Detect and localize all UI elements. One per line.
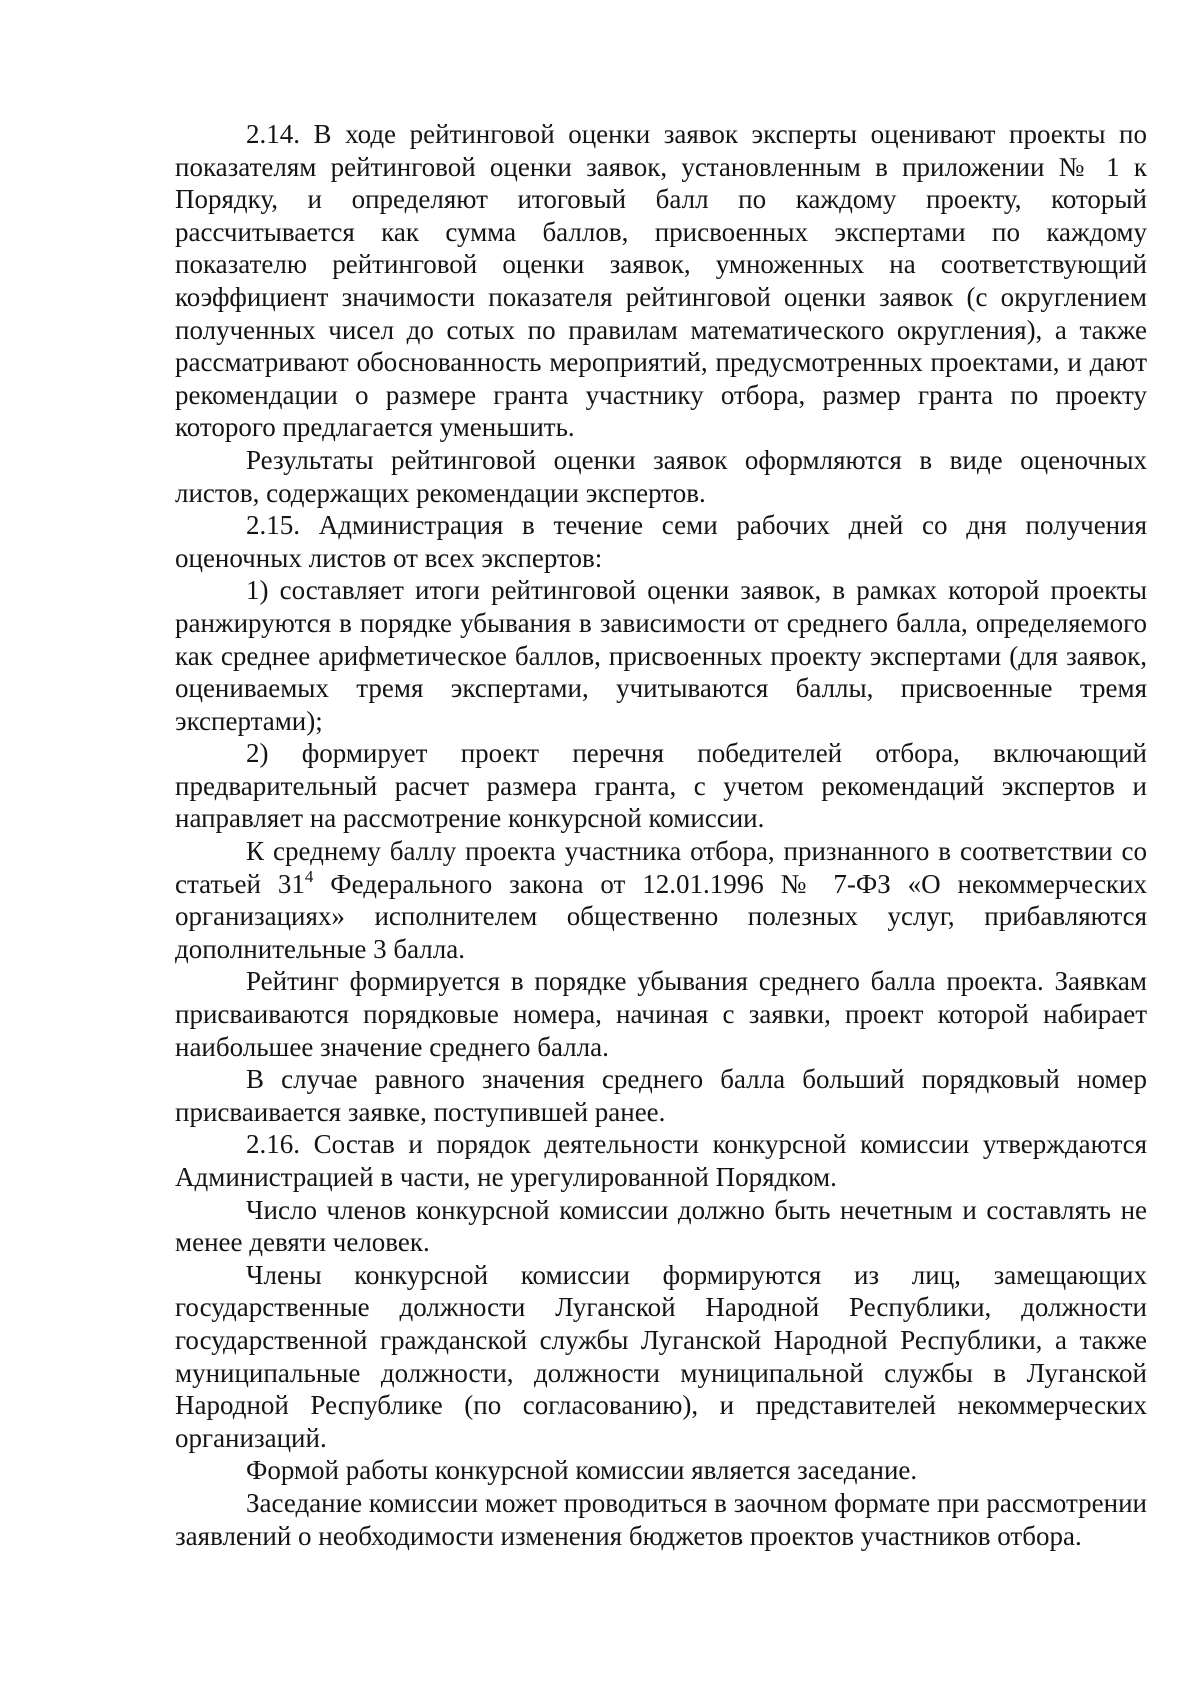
- paragraph-rating-results: Результаты рейтинговой оценки заявок оформляются в виде оценочных листов, содержащих рекомендации экспертов.: [175, 444, 1147, 508]
- article-superscript: 4: [304, 866, 314, 886]
- list-item-2: 2) формирует проект перечня победителей отбора, включающий предварительный расчет размера гранта, с учетом рекомендаций экспертов и направляет на рассмотрение конкурсной комиссии.: [175, 738, 1147, 834]
- paragraph-extra-points: [175, 835, 1147, 965]
- paragraph-members-count: Число членов конкурсной комиссии должно быть нечетным и составлять не менее девяти человек.: [175, 1194, 1147, 1258]
- paragraph-extra-points-text-b: Федерального закона от 12.01.1996 № 7-ФЗ «О некоммерческих организациях» исполнителем общественно полезных услуг, прибавляются дополнительные 3 балла.: [175, 868, 1147, 964]
- list-item-1: 1) составляет итоги рейтинговой оценки заявок, в рамках которой проекты ранжируются в порядке убывания в зависимости от среднего балла, определяемого как среднее арифметическое баллов, присвоенных проекту экспертами (для заявок, оцениваемых тремя экспертами, учитываются баллы, присвоенные тремя экспертами);: [175, 575, 1147, 736]
- paragraph-2-15: 2.15. Администрация в течение семи рабочих дней со дня получения оценочных листов от всех экспертов:: [175, 510, 1147, 573]
- paragraph-remote-meeting: Заседание комиссии может проводиться в заочном формате при рассмотрении заявлений о необходимости изменения бюджетов проектов участников отбора.: [175, 1487, 1147, 1551]
- paragraph-equal-score: В случае равного значения среднего балла больший порядковый номер присваивается заявке, поступившей ранее.: [175, 1064, 1147, 1127]
- paragraph-extra-points-text-a: К среднему баллу проекта участника отбора, признанного в соответствии со статьей 31: [175, 836, 1147, 899]
- document-page: [175, 118, 1147, 1552]
- paragraph-members-composition: Члены конкурсной комиссии формируются из лиц, замещающих государственные должности Луганской Народной Республики, должности государственной гражданской службы Луганской Народной Республики, а также муниципальные должности, должности муниципальной службы в Луганской Народной Республике (по согласованию), и представителей некоммерческих организаций.: [175, 1259, 1147, 1453]
- paragraph-2-14: 2.14. В ходе рейтинговой оценки заявок эксперты оценивают проекты по показателям рейтинговой оценки заявок, установленным в приложении № 1 к Порядку, и определяют итоговый балл по каждому проекту, который рассчитывается как сумма баллов, присвоенных экспертами по каждому показателю рейтинговой оценки заявок, умноженных на соответствующий коэффициент значимости показателя рейтинговой оценки заявок (с округлением полученных чисел до сотых по правилам математического округления), а также рассматривают обоснованность мероприятий, предусмотренных проектами, и дают рекомендации о размере гранта участнику отбора, размер гранта по проекту которого предлагается уменьшить.: [175, 119, 1147, 443]
- paragraph-meeting-form: Формой работы конкурсной комиссии является заседание.: [246, 1455, 918, 1486]
- paragraph-2-16: 2.16. Состав и порядок деятельности конкурсной комиссии утверждаются Администрацией в части, не урегулированной Порядком.: [175, 1129, 1147, 1192]
- paragraph-rating-order: Рейтинг формируется в порядке убывания среднего балла проекта. Заявкам присваиваются порядковые номера, начиная с заявки, проект которой набирает наибольшее значение среднего балла.: [175, 966, 1147, 1062]
